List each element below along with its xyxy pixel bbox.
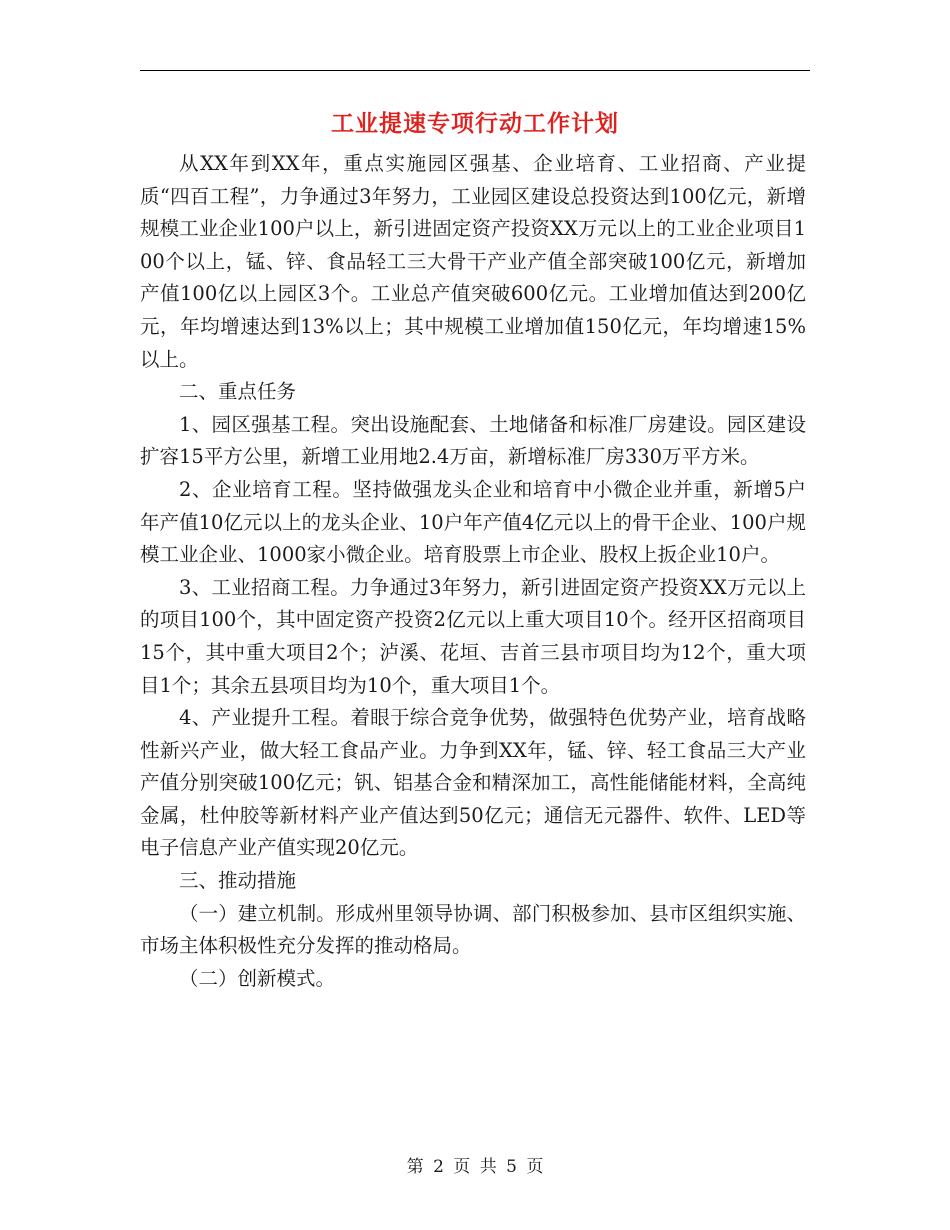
document-title: 工业提速专项行动工作计划: [331, 111, 619, 137]
paragraph-mechanism: （一）建立机制。形成州里领导协调、部门积极参加、县市区组织实施、市场主体积极性充分发挥的推动格局。: [140, 901, 806, 958]
paragraph-park-foundation: 1、园区强基工程。突出设施配套、土地储备和标准厂房建设。园区建设扩容15平方公里，新增工业用地2.4万亩，新增标准厂房330万平方米。: [140, 412, 806, 469]
paragraph-innovation-model: （二）创新模式。: [179, 966, 336, 990]
section-heading-key-tasks: 二、重点任务: [179, 380, 297, 404]
document-body: [140, 148, 806, 995]
paragraph-intro: 从XX年到XX年，重点实施园区强基、企业培育、工业招商、产业提质“四百工程”，力争通过3年努力，工业园区建设总投资达到100亿元，新增规模工业企业100户以上，新引进固定资产投资XX万元以上的工业企业项目100个以上，锰、锌、食品轻工三大骨干产业产值全部突破100亿元，新增加产值100亿以上园区3个。工业总产值突破600亿元。工业增加值达到200亿元，年均增速达到13%以上；其中规模工业增加值150亿元，年均增速15%以上。: [140, 152, 806, 371]
section-heading-measures: 三、推动措施: [179, 869, 297, 893]
page-number: 第 2 页 共 5 页: [406, 1157, 544, 1177]
paragraph-investment-attraction: 3、工业招商工程。力争通过3年努力，新引进固定资产投资XX万元以上的项目100个，其中固定资产投资2亿元以上重大项目10个。经开区招商项目15个，其中重大项目2个；泸溪、花垣、吉首三县市项目均为12个，重大项目1个；其余五县项目均为10个，重大项目1个。: [140, 575, 806, 697]
paragraph-industry-upgrade: 4、产业提升工程。着眼于综合竞争优势，做强特色优势产业，培育战略性新兴产业，做大轻工食品产业。力争到XX年，锰、锌、轻工食品三大产业产值分别突破100亿元；钒、铝基合金和精深加工，高性能储能材料，全高纯金属，杜仲胶等新材料产业产值达到50亿元；通信无元器件、软件、LED等电子信息产业产值实现20亿元。: [140, 706, 806, 860]
header-rule: [140, 70, 810, 71]
paragraph-enterprise-cultivation: 2、企业培育工程。坚持做强龙头企业和培育中小微企业并重，新增5户年产值10亿元以上的龙头企业、10户年产值4亿元以上的骨干企业、100户规模工业企业、1000家小微企业。培育股票上市企业、股权上扳企业10户。: [140, 477, 806, 567]
